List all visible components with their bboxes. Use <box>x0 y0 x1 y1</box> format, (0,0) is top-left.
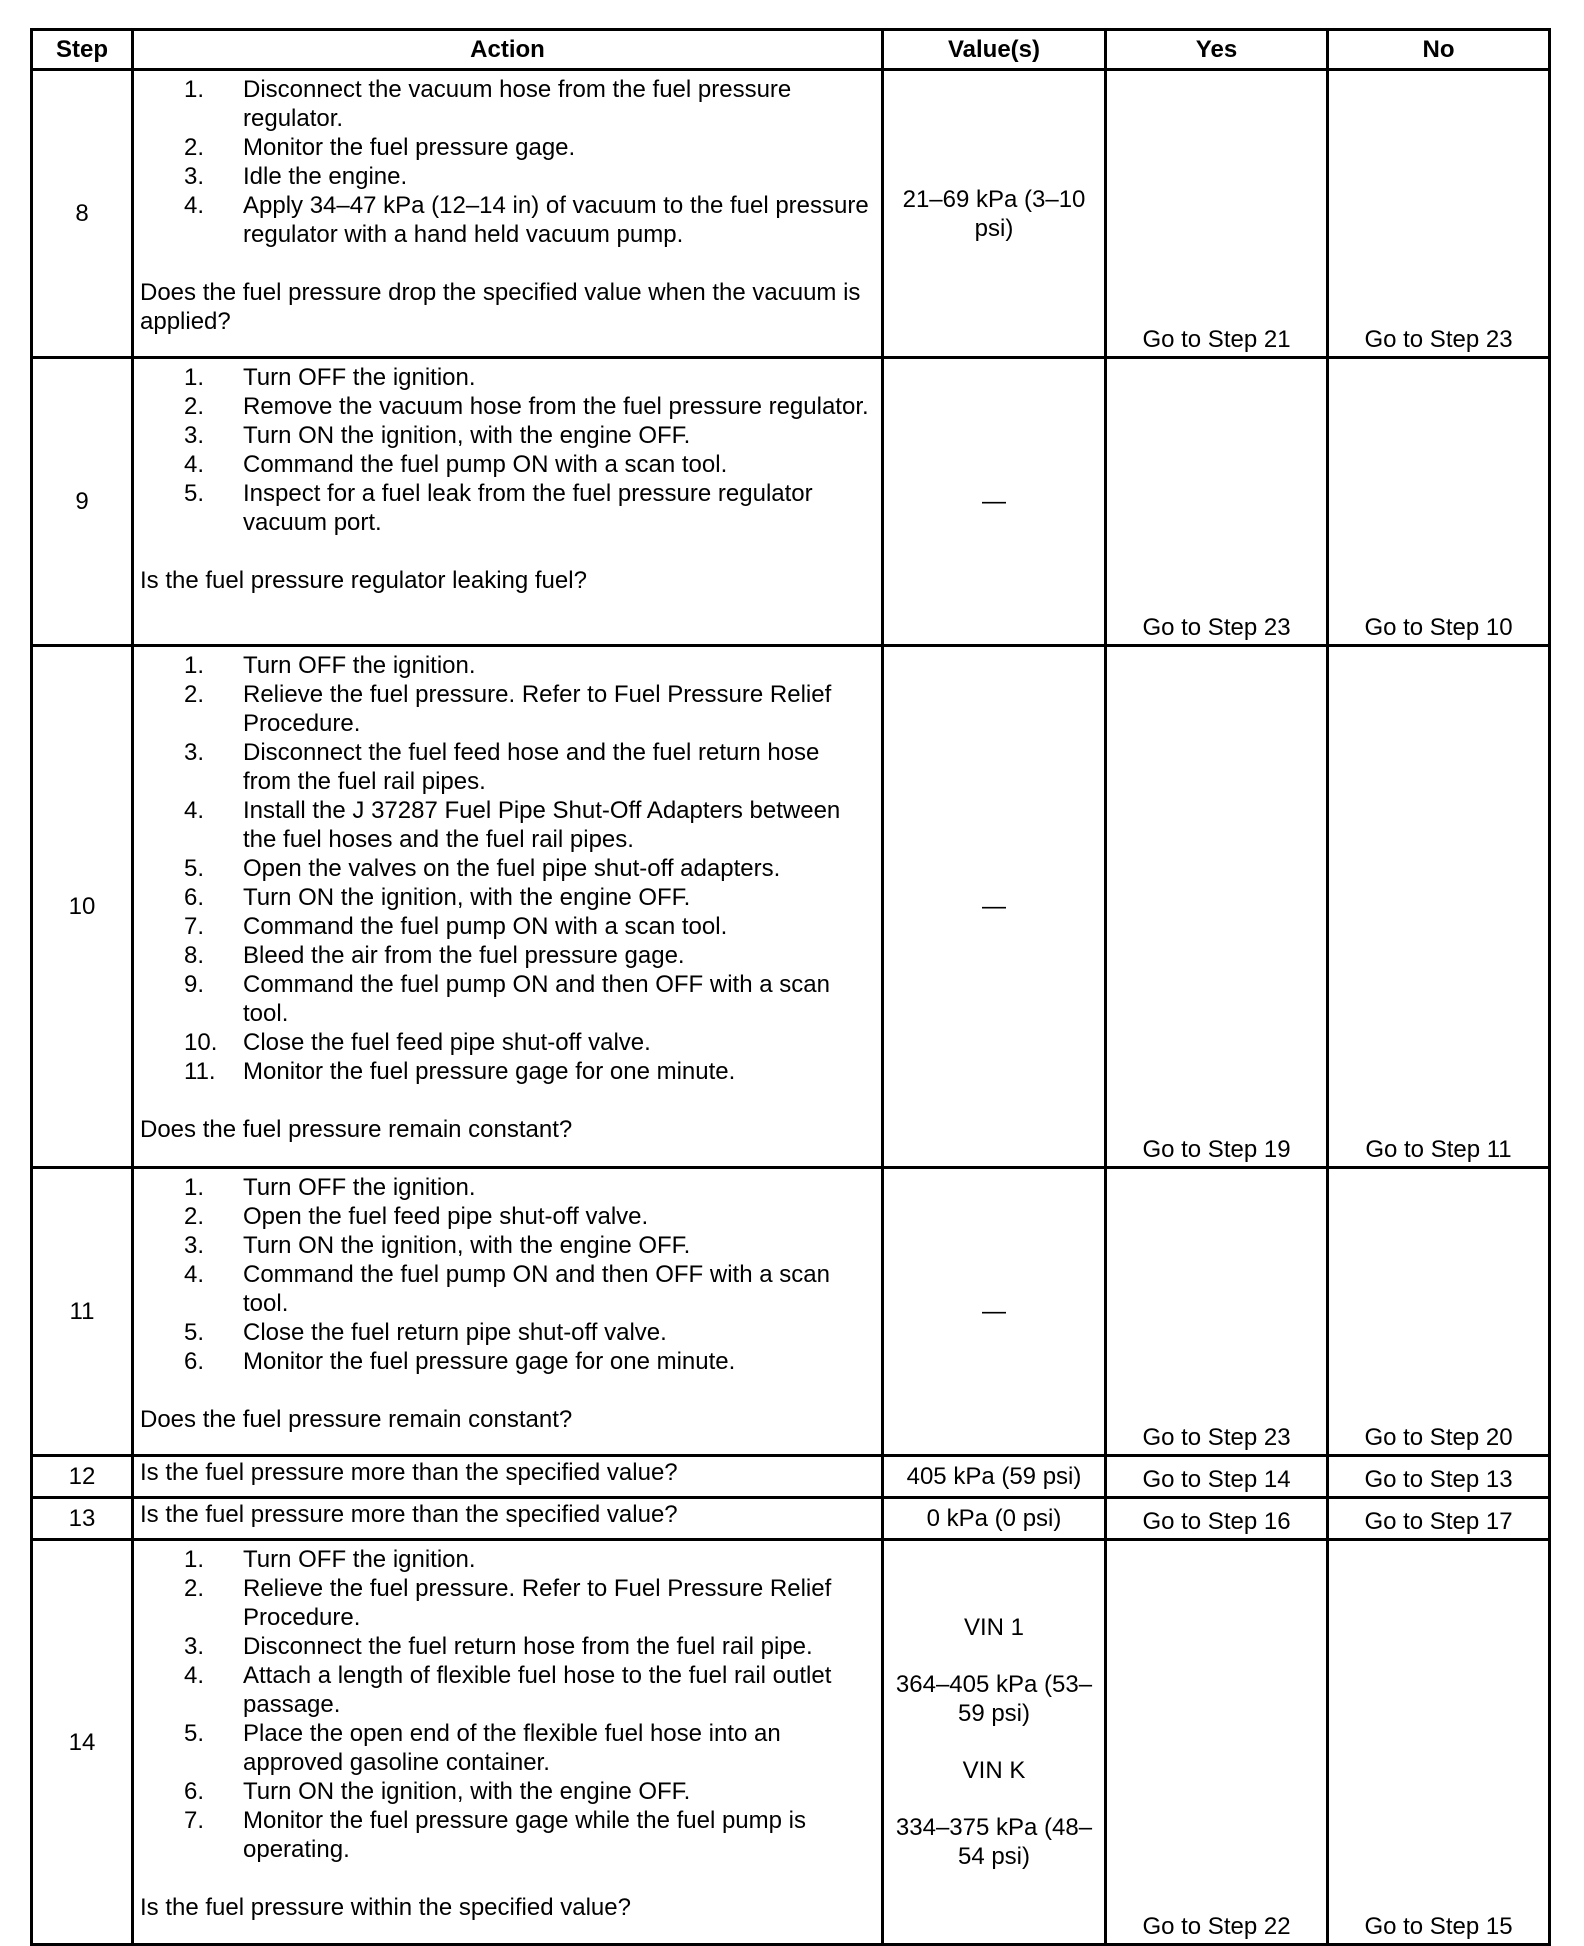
list-item-text: Remove the vacuum hose from the fuel pressure regulator. <box>243 393 869 420</box>
list-item-number: 6. <box>184 884 205 911</box>
list-item-text: Command the fuel pump ON with a scan tool. <box>243 913 728 940</box>
list-item <box>140 651 875 680</box>
no-result: Go to Step 17 <box>1328 1498 1550 1540</box>
header-no: No <box>1328 30 1550 70</box>
list-item-text: Turn ON the ignition, with the engine OFF. <box>243 884 691 911</box>
list-item <box>140 162 875 191</box>
list-item-number: 3. <box>184 739 205 766</box>
list-item <box>140 1260 875 1318</box>
spacer <box>140 1376 875 1405</box>
list-item-number: 5. <box>184 1720 205 1747</box>
action-question: Is the fuel pressure more than the specified value? <box>140 1501 678 1528</box>
action-list <box>140 363 875 537</box>
action-question: Does the fuel pressure remain constant? <box>140 1116 573 1143</box>
no-result: Go to Step 15 <box>1328 1540 1550 1945</box>
action-list <box>140 75 875 249</box>
action-question: Does the fuel pressure drop the specified value when the vacuum is applied? <box>140 279 861 335</box>
action-cell <box>133 70 883 358</box>
list-item-text: Monitor the fuel pressure gage. <box>243 134 576 161</box>
spacer <box>888 1728 1100 1756</box>
list-item-number: 3. <box>184 1633 205 1660</box>
value-cell: — <box>883 358 1106 646</box>
list-item <box>140 1632 875 1661</box>
spacer <box>140 537 875 566</box>
header-action: Action <box>133 30 883 70</box>
list-item <box>140 1057 875 1086</box>
list-item-number: 1. <box>184 364 205 391</box>
list-item-text: Monitor the fuel pressure gage for one minute. <box>243 1348 736 1375</box>
list-item-text: Monitor the fuel pressure gage while the fuel pump is operating. <box>243 1807 806 1863</box>
action-question: Is the fuel pressure more than the specified value? <box>140 1459 678 1486</box>
list-item-text: Disconnect the vacuum hose from the fuel pressure regulator. <box>243 76 792 132</box>
value-line: VIN 1 <box>963 1614 1025 1641</box>
list-item-text: Idle the engine. <box>243 163 408 190</box>
list-item-text: Monitor the fuel pressure gage for one minute. <box>243 1058 736 1085</box>
list-item-number: 9. <box>184 971 205 998</box>
no-result: Go to Step 23 <box>1328 70 1550 358</box>
list-item-text: Turn OFF the ignition. <box>243 1546 476 1573</box>
no-result: Go to Step 13 <box>1328 1456 1550 1498</box>
list-item-text: Command the fuel pump ON with a scan tool. <box>243 451 728 478</box>
spacer <box>888 1785 1100 1813</box>
header-step: Step <box>32 30 133 70</box>
list-item <box>140 392 875 421</box>
list-item-text: Turn ON the ignition, with the engine OFF. <box>243 422 691 449</box>
step-number: 12 <box>32 1456 133 1498</box>
list-item-number: 4. <box>184 1261 205 1288</box>
spacer <box>888 1642 1100 1670</box>
list-item-text: Turn OFF the ignition. <box>243 1174 476 1201</box>
step-number: 11 <box>32 1168 133 1456</box>
yes-result: Go to Step 19 <box>1106 646 1328 1168</box>
spacer <box>140 249 875 278</box>
list-item-number: 10. <box>184 1029 218 1056</box>
action-list <box>140 1545 875 1864</box>
list-item-number: 8. <box>184 942 205 969</box>
list-item <box>140 450 875 479</box>
list-item <box>140 1661 875 1719</box>
list-item <box>140 854 875 883</box>
list-item-number: 4. <box>184 1662 205 1689</box>
list-item-number: 5. <box>184 1319 205 1346</box>
list-item <box>140 1202 875 1231</box>
list-item-number: 2. <box>184 134 205 161</box>
list-item-number: 7. <box>184 1807 205 1834</box>
list-item-number: 1. <box>184 652 205 679</box>
table-row <box>32 1540 1550 1945</box>
yes-result: Go to Step 16 <box>1106 1498 1328 1540</box>
list-item-number: 5. <box>184 855 205 882</box>
list-item-text: Command the fuel pump ON and then OFF with a scan tool. <box>243 1261 830 1317</box>
list-item <box>140 191 875 249</box>
list-item-number: 2. <box>184 1575 205 1602</box>
list-item-number: 3. <box>184 163 205 190</box>
list-item-text: Inspect for a fuel leak from the fuel pressure regulator vacuum port. <box>243 480 813 536</box>
value-cell: 0 kPa (0 psi) <box>883 1498 1106 1540</box>
step-number: 8 <box>32 70 133 358</box>
list-item <box>140 883 875 912</box>
list-item-number: 7. <box>184 913 205 940</box>
list-item-text: Turn ON the ignition, with the engine OFF. <box>243 1778 691 1805</box>
value-cell: — <box>883 646 1106 1168</box>
list-item-text: Turn OFF the ignition. <box>243 652 476 679</box>
list-item <box>140 363 875 392</box>
list-item <box>140 133 875 162</box>
value-cell: 405 kPa (59 psi) <box>883 1456 1106 1498</box>
list-item <box>140 421 875 450</box>
list-item-text: Relieve the fuel pressure. Refer to Fuel Pressure Relief Procedure. <box>243 1575 832 1631</box>
list-item-number: 2. <box>184 681 205 708</box>
list-item <box>140 941 875 970</box>
list-item-text: Open the fuel feed pipe shut-off valve. <box>243 1203 649 1230</box>
yes-result: Go to Step 22 <box>1106 1540 1328 1945</box>
list-item-number: 1. <box>184 1546 205 1573</box>
list-item-text: Command the fuel pump ON and then OFF with a scan tool. <box>243 971 830 1027</box>
table-row <box>32 70 1550 358</box>
list-item <box>140 1777 875 1806</box>
header-yes: Yes <box>1106 30 1328 70</box>
header-row <box>32 30 1550 70</box>
spacer <box>140 1086 875 1115</box>
action-question: Is the fuel pressure regulator leaking fuel? <box>140 567 587 594</box>
action-cell <box>133 1540 883 1945</box>
action-cell <box>133 1168 883 1456</box>
list-item-text: Close the fuel return pipe shut-off valve. <box>243 1319 667 1346</box>
list-item-number: 1. <box>184 76 205 103</box>
yes-result: Go to Step 23 <box>1106 358 1328 646</box>
list-item <box>140 738 875 796</box>
spacer <box>140 1864 875 1893</box>
table-row <box>32 1168 1550 1456</box>
list-item-number: 2. <box>184 393 205 420</box>
list-item <box>140 1347 875 1376</box>
step-number: 13 <box>32 1498 133 1540</box>
list-item <box>140 1719 875 1777</box>
yes-result: Go to Step 21 <box>1106 70 1328 358</box>
list-item <box>140 1574 875 1632</box>
value-line: 334–375 kPa (48–54 psi) <box>895 1814 1093 1870</box>
action-question: Does the fuel pressure remain constant? <box>140 1406 573 1433</box>
list-item <box>140 1318 875 1347</box>
yes-result: Go to Step 23 <box>1106 1168 1328 1456</box>
list-item-text: Close the fuel feed pipe shut-off valve. <box>243 1029 651 1056</box>
list-item-text: Relieve the fuel pressure. Refer to Fuel Pressure Relief Procedure. <box>243 681 832 737</box>
list-item-number: 3. <box>184 1232 205 1259</box>
list-item-number: 5. <box>184 480 205 507</box>
list-item-text: Turn ON the ignition, with the engine OFF. <box>243 1232 691 1259</box>
yes-result: Go to Step 14 <box>1106 1456 1328 1498</box>
list-item-number: 6. <box>184 1778 205 1805</box>
table-row <box>32 1498 1550 1540</box>
action-cell <box>133 1456 883 1498</box>
list-item <box>140 1231 875 1260</box>
list-item-text: Attach a length of flexible fuel hose to the fuel rail outlet passage. <box>243 1662 832 1718</box>
no-result: Go to Step 11 <box>1328 646 1550 1168</box>
step-number: 10 <box>32 646 133 1168</box>
value-cell <box>883 1540 1106 1945</box>
list-item <box>140 796 875 854</box>
list-item <box>140 970 875 1028</box>
table-row <box>32 1456 1550 1498</box>
list-item-number: 4. <box>184 451 205 478</box>
list-item-text: Apply 34–47 kPa (12–14 in) of vacuum to the fuel pressure regulator with a hand held vacuum pump. <box>243 192 869 248</box>
action-cell <box>133 358 883 646</box>
value-line: 364–405 kPa (53–59 psi) <box>895 1671 1093 1727</box>
action-list <box>140 651 875 1086</box>
list-item-text: Disconnect the fuel feed hose and the fuel return hose from the fuel rail pipes. <box>243 739 820 795</box>
list-item-number: 11. <box>184 1058 216 1085</box>
no-result: Go to Step 10 <box>1328 358 1550 646</box>
list-item <box>140 479 875 537</box>
list-item-number: 3. <box>184 422 205 449</box>
list-item <box>140 75 875 133</box>
list-item-text: Bleed the air from the fuel pressure gage. <box>243 942 685 969</box>
list-item-text: Turn OFF the ignition. <box>243 364 476 391</box>
table-row <box>32 646 1550 1168</box>
list-item-text: Open the valves on the fuel pipe shut-off adapters. <box>243 855 781 882</box>
list-item <box>140 1028 875 1057</box>
list-item-text: Disconnect the fuel return hose from the fuel rail pipe. <box>243 1633 813 1660</box>
value-line: VIN K <box>962 1757 1026 1784</box>
diagnostic-table <box>30 28 1551 1946</box>
list-item-number: 6. <box>184 1348 205 1375</box>
list-item-number: 1. <box>184 1174 205 1201</box>
list-item <box>140 1545 875 1574</box>
diagnostic-table-page <box>30 28 1548 1946</box>
list-item <box>140 1806 875 1864</box>
step-number: 9 <box>32 358 133 646</box>
action-question: Is the fuel pressure within the specified value? <box>140 1894 631 1921</box>
list-item <box>140 912 875 941</box>
list-item-text: Place the open end of the flexible fuel hose into an approved gasoline container. <box>243 1720 781 1776</box>
action-cell <box>133 646 883 1168</box>
list-item-text: Install the J 37287 Fuel Pipe Shut-Off Adapters between the fuel hoses and the fuel rail pipes. <box>243 797 841 853</box>
value-cell: — <box>883 1168 1106 1456</box>
list-item-number: 4. <box>184 192 205 219</box>
value-cell: 21–69 kPa (3–10 psi) <box>883 70 1106 358</box>
header-values: Value(s) <box>883 30 1106 70</box>
step-number: 14 <box>32 1540 133 1945</box>
action-list <box>140 1173 875 1376</box>
table-row <box>32 358 1550 646</box>
list-item <box>140 680 875 738</box>
list-item-number: 2. <box>184 1203 205 1230</box>
action-cell <box>133 1498 883 1540</box>
no-result: Go to Step 20 <box>1328 1168 1550 1456</box>
list-item-number: 4. <box>184 797 205 824</box>
list-item <box>140 1173 875 1202</box>
